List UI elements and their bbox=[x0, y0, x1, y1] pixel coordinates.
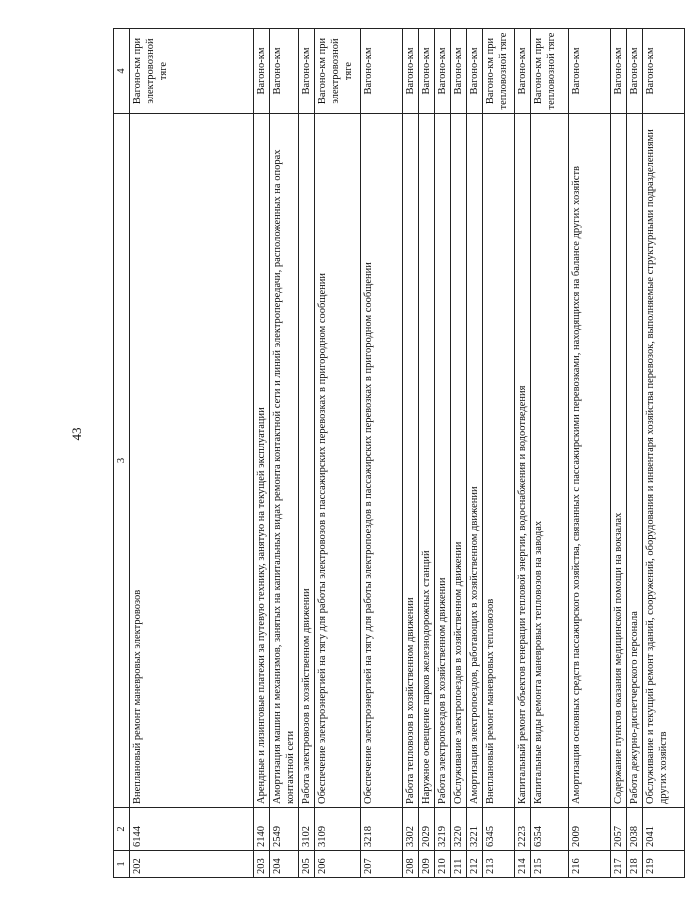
row-unit: Вагоно-км bbox=[611, 29, 627, 114]
header-col-4: 4 bbox=[114, 29, 130, 114]
row-code: 2057 bbox=[611, 808, 627, 851]
row-number: 207 bbox=[361, 851, 403, 878]
row-description: Содержание пунктов оказания медицинской помощи на вокзалах bbox=[611, 114, 627, 808]
row-number: 210 bbox=[435, 851, 451, 878]
row-unit: Вагоно-км bbox=[299, 29, 315, 114]
row-number: 217 bbox=[611, 851, 627, 878]
row-number: 215 bbox=[531, 851, 569, 878]
row-description: Внеплановый ремонт маневровых электровозов bbox=[130, 114, 254, 808]
row-unit: Вагоно-км bbox=[643, 29, 685, 114]
row-description: Обслуживание и текущий ремонт зданий, сооружений, оборудования и инвентаря хозяйства перевозок, выполняемые структурными подразделениями других хозяйств bbox=[643, 114, 685, 808]
row-code: 2549 bbox=[270, 808, 299, 851]
row-unit: Вагоно-км bbox=[451, 29, 467, 114]
table-row bbox=[483, 29, 515, 878]
row-unit: Вагоно-км bbox=[569, 29, 611, 114]
row-number: 213 bbox=[483, 851, 515, 878]
row-description: Работа тепловозов в хозяйственном движении bbox=[403, 114, 419, 808]
row-unit: Вагоно-км при тепловозной тяге bbox=[531, 29, 569, 114]
row-unit: Вагоно-км bbox=[254, 29, 270, 114]
row-description: Капитальный ремонт объектов генерации тепловой энергии, водоснабжения и водоотведения bbox=[515, 114, 531, 808]
table-row bbox=[315, 29, 361, 878]
table-row bbox=[531, 29, 569, 878]
row-number: 218 bbox=[627, 851, 643, 878]
table-row bbox=[403, 29, 419, 878]
row-code: 3102 bbox=[299, 808, 315, 851]
row-code: 2009 bbox=[569, 808, 611, 851]
row-code: 3109 bbox=[315, 808, 361, 851]
cost-allocation-table bbox=[113, 28, 685, 878]
table-row bbox=[270, 29, 299, 878]
row-code: 3302 bbox=[403, 808, 419, 851]
row-code: 2140 bbox=[254, 808, 270, 851]
row-code: 6144 bbox=[130, 808, 254, 851]
table-row bbox=[130, 29, 254, 878]
row-number: 203 bbox=[254, 851, 270, 878]
row-code: 3219 bbox=[435, 808, 451, 851]
table-header-row bbox=[114, 29, 130, 878]
table-row bbox=[419, 29, 435, 878]
row-unit: Вагоно-км bbox=[361, 29, 403, 114]
row-unit: Вагоно-км при электровозной тяге bbox=[315, 29, 361, 114]
row-code: 2041 bbox=[643, 808, 685, 851]
row-description: Амортизация электропоездов, работающих в хозяйственном движении bbox=[467, 114, 483, 808]
row-number: 211 bbox=[451, 851, 467, 878]
row-number: 202 bbox=[130, 851, 254, 878]
row-description: Обслуживание электропоездов в хозяйственном движении bbox=[451, 114, 467, 808]
header-col-2: 2 bbox=[114, 808, 130, 851]
row-description: Наружное освещение парков железнодорожных станций bbox=[419, 114, 435, 808]
row-code: 2029 bbox=[419, 808, 435, 851]
row-number: 205 bbox=[299, 851, 315, 878]
table-row bbox=[451, 29, 467, 878]
row-description: Амортизация машин и механизмов, занятых на капитальных видах ремонта контактной сети и линий электропередачи, расположенных на опорах контактной сети bbox=[270, 114, 299, 808]
row-code: 6345 bbox=[483, 808, 515, 851]
row-number: 204 bbox=[270, 851, 299, 878]
table-row bbox=[467, 29, 483, 878]
row-unit: Вагоно-км bbox=[270, 29, 299, 114]
page-number: 43 bbox=[69, 427, 84, 441]
rotated-table-container bbox=[113, 28, 669, 878]
row-unit: Вагоно-км bbox=[515, 29, 531, 114]
table-row bbox=[515, 29, 531, 878]
row-description: Амортизация основных средств пассажирского хозяйства, связанных с пассажирскими перевозками, находящихся на балансе других хозяйств bbox=[569, 114, 611, 808]
row-code: 2223 bbox=[515, 808, 531, 851]
table-row bbox=[254, 29, 270, 878]
table-row bbox=[643, 29, 685, 878]
table-row bbox=[569, 29, 611, 878]
table-row bbox=[361, 29, 403, 878]
row-number: 209 bbox=[419, 851, 435, 878]
row-description: Работа электровозов в хозяйственном движении bbox=[299, 114, 315, 808]
row-unit: Вагоно-км при электровозной тяге bbox=[130, 29, 254, 114]
row-code: 3218 bbox=[361, 808, 403, 851]
row-number: 206 bbox=[315, 851, 361, 878]
row-unit: Вагоно-км bbox=[467, 29, 483, 114]
header-col-1: 1 bbox=[114, 851, 130, 878]
row-description: Арендные и лизинговые платежи за путевую технику, занятую на текущей эксплуатации bbox=[254, 114, 270, 808]
row-code: 2038 bbox=[627, 808, 643, 851]
row-code: 6354 bbox=[531, 808, 569, 851]
row-description: Работа дежурно-диспетчерского персонала bbox=[627, 114, 643, 808]
table-row bbox=[611, 29, 627, 878]
table-row bbox=[299, 29, 315, 878]
row-code: 3221 bbox=[467, 808, 483, 851]
table-row bbox=[627, 29, 643, 878]
row-description: Работа электропоездов в хозяйственном движении bbox=[435, 114, 451, 808]
row-description: Внеплановый ремонт маневровых тепловозов bbox=[483, 114, 515, 808]
row-number: 214 bbox=[515, 851, 531, 878]
row-number: 212 bbox=[467, 851, 483, 878]
row-unit: Вагоно-км bbox=[403, 29, 419, 114]
row-number: 216 bbox=[569, 851, 611, 878]
row-unit: Вагоно-км при тепловозной тяге bbox=[483, 29, 515, 114]
table-row bbox=[435, 29, 451, 878]
row-code: 3220 bbox=[451, 808, 467, 851]
row-description: Обеспечение электроэнергией на тягу для работы электровозов в пассажирских перевозках в пригородном сообщении bbox=[315, 114, 361, 808]
row-unit: Вагоно-км bbox=[435, 29, 451, 114]
row-description: Капитальные виды ремонта маневровых тепловозов на заводах bbox=[531, 114, 569, 808]
row-number: 219 bbox=[643, 851, 685, 878]
row-number: 208 bbox=[403, 851, 419, 878]
row-description: Обеспечение электроэнергией на тягу для работы электропоездов в пассажирских перевозках в пригородном сообщении bbox=[361, 114, 403, 808]
row-unit: Вагоно-км bbox=[419, 29, 435, 114]
header-col-3: 3 bbox=[114, 114, 130, 808]
row-unit: Вагоно-км bbox=[627, 29, 643, 114]
